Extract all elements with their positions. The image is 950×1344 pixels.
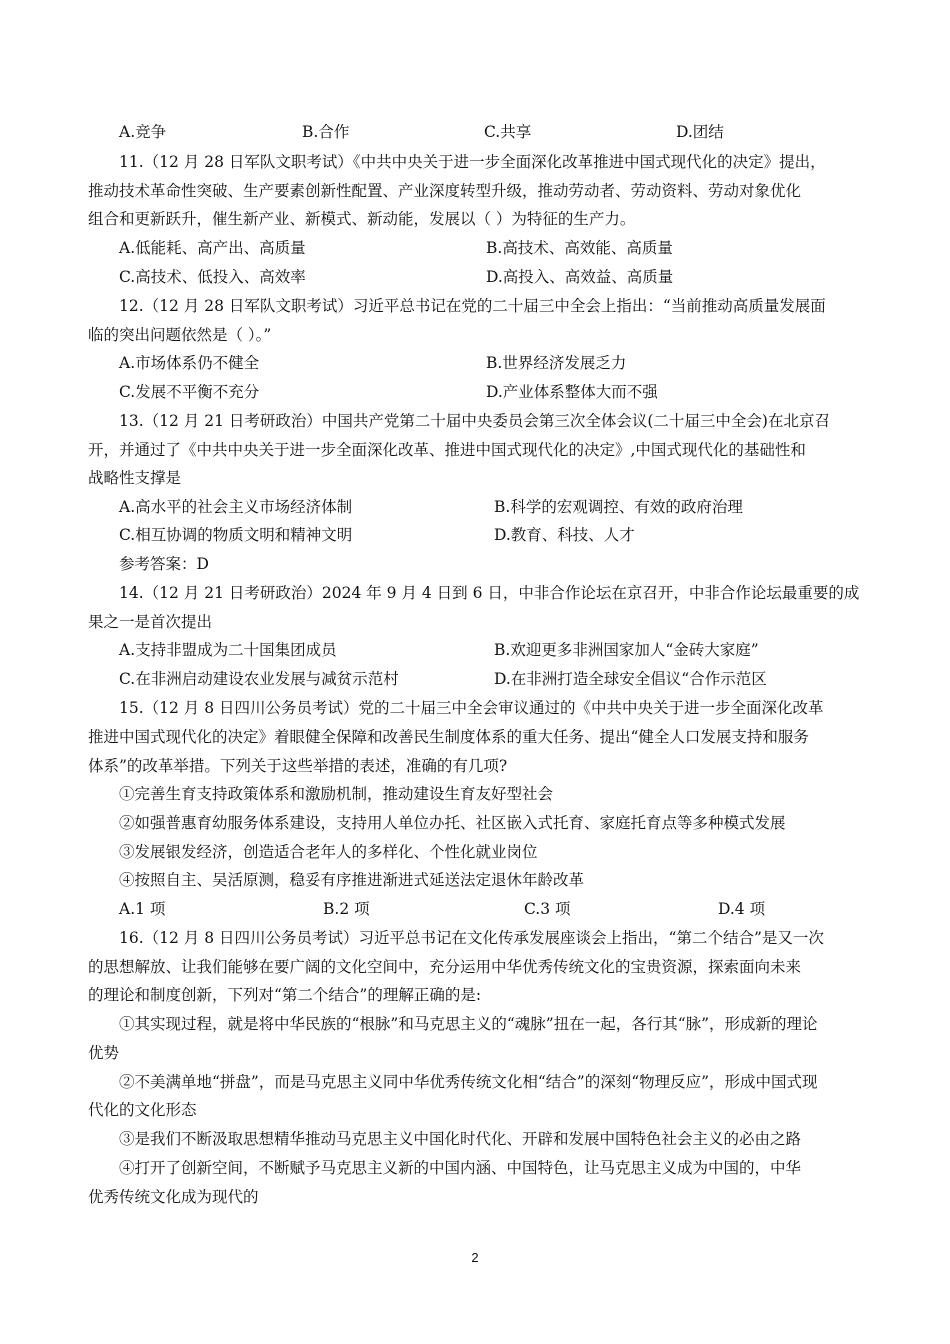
q15-stem-line: 体系”的改革举措。下列关于这些举措的表述，准确的有几项? — [88, 757, 508, 775]
q14-option-b: B.欢迎更多非洲国家加人“金砖大家庭” — [494, 641, 759, 659]
q16-item: ②不美满单地“拼盘”，而是马克思主义同中华优秀传统文化相“结合”的深刻“物理反应”，形成中国式现 — [119, 1073, 818, 1091]
q16-item: ③是我们不断汲取思想精华推动马克思主义中国化时代化、开辟和发展中国特色社会主义的必由之路 — [119, 1130, 802, 1148]
q11-stem-line: 推动技术革命性突破、生产要素创新性配置、产业深度转型升级，推动劳动者、劳动资料、劳动对象优化 — [88, 182, 802, 200]
q15-option-c: C.3 项 — [524, 900, 571, 918]
q16-item-cont: 优势 — [88, 1044, 120, 1062]
q11-stem-line: 组合和更新跃升，催生新产业、新模式、新动能，发展以（ ）为特征的生产力。 — [88, 210, 636, 228]
q15-option-d: D.4 项 — [718, 900, 766, 918]
q12-option-a: A.市场体系仍不健全 — [119, 354, 260, 372]
q10-option-b: B.合作 — [302, 123, 350, 141]
q14-option-a: A.支持非盟成为二十国集团成员 — [119, 641, 337, 659]
q16-stem-line: 的理论和制度创新，下列对“第二个结合”的理解正确的是: — [88, 986, 482, 1004]
q11-option-c: C.高技术、低投入、高效率 — [119, 268, 306, 286]
q10-option-d: D.团结 — [676, 123, 724, 141]
q15-option-b: B.2 项 — [323, 900, 370, 918]
q16-item: ①其实现过程，就是将中华民族的“根脉”和马克思主义的“魂脉”扭在一起，各行其“脉”，形成新的理论 — [119, 1015, 818, 1033]
q13-option-d: D.教育、科技、人才 — [494, 526, 635, 544]
q12-option-b: B.世界经济发展乏力 — [486, 354, 627, 372]
q11-option-a: A.低能耗、高产出、高质量 — [119, 239, 306, 257]
q13-stem-line: 开，并通过了《中共中央关于进一步全面深化改革、推进中国式现代化的决定》,中国式现代化的基础性和 — [88, 441, 806, 459]
q10-option-a: A.竞争 — [119, 123, 167, 141]
q14-option-c: C.在非洲启动建设农业发展与减贫示范村 — [119, 670, 399, 688]
q12-option-c: C.发展不平衡不充分 — [119, 383, 260, 401]
q15-item: ①完善生育支持政策体系和激励机制，推动建设生育友好型社会 — [119, 785, 554, 803]
q10-option-c: C.共享 — [484, 123, 532, 141]
q11-option-d: D.高投入、高效益、高质量 — [486, 268, 674, 286]
q14-stem-line: 果之一是首次提出 — [88, 613, 213, 631]
q15-item: ④按照自主、吴活原测，稳妥有序推进渐进式延送法定退休年龄改革 — [119, 871, 585, 889]
q14-stem-line: 14.（12 月 21 日考研政治）2024 年 9 月 4 日到 6 日，中非合作论坛在京召开，中非合作论坛最重要的成 — [119, 584, 860, 602]
q16-item-cont: 优秀传统文化成为现代的 — [88, 1188, 259, 1206]
q11-option-b: B.高技术、高效能、高质量 — [486, 239, 673, 257]
q13-option-b: B.科学的宏观调控、有效的政府治理 — [494, 498, 743, 516]
q13-stem-line: 13.（12 月 21 日考研政治）中国共产党第二十届中央委员会第三次全体会议(二十届三中全会)在北京召 — [119, 412, 830, 430]
q15-option-a: A.1 项 — [119, 900, 166, 918]
q14-option-d: D.在非洲打造全球安全倡议“合作示范区 — [494, 670, 767, 688]
q15-item: ③发展银发经济，创造适合老年人的多样化、个性化就业岗位 — [119, 843, 538, 861]
q12-stem-line: 临的突出问题依然是（ ）。” — [88, 326, 272, 344]
q12-option-d: D.产业体系整体大而不强 — [486, 383, 658, 401]
q13-option-a: A.高水平的社会主义市场经济体制 — [119, 498, 353, 516]
q12-stem-line: 12.（12 月 28 日军队文职考试）习近平总书记在党的二十届三中全会上指出：“当前推动高质量发展面 — [119, 297, 826, 315]
q16-stem-line: 的思想解放、让我们能够在要广阔的文化空间中，充分运用中华优秀传统文化的宝贵资源，探索面向未来 — [88, 958, 802, 976]
q16-item: ④打开了创新空间，不断赋予马克思主义新的中国内涵、中国特色，让马克思主义成为中国的，中华 — [119, 1159, 802, 1177]
q13-option-c: C.相互协调的物质文明和精神文明 — [119, 526, 353, 544]
q15-stem-line: 推进中国式现代化的决定》着眼健全保障和改善民生制度体系的重大任务、提出“健全人口发展支持和服务 — [88, 728, 809, 746]
q16-stem-line: 16.（12 月 8 日四川公务员考试）习近平总书记在文化传承发展座谈会上指出，“第二个结合”是又一次 — [119, 929, 824, 947]
q13-answer: 参考答案：D — [119, 555, 209, 573]
q15-stem-line: 15.（12 月 8 日四川公务员考试）党的二十届三中全会审议通过的《中共中央关于进一步全面深化改革 — [119, 699, 824, 717]
page-number: 2 — [471, 1250, 479, 1265]
q15-item: ②如强普惠育幼服务体系建设，支持用人单位办托、社区嵌入式托育、家庭托育点等多种模式发展 — [119, 814, 786, 832]
q16-item-cont: 代化的文化形态 — [88, 1101, 197, 1119]
q11-stem-line: 11.（12 月 28 日军队文职考试）《中共中央关于进一步全面深化改革推进中国式现代化的决定》提出， — [119, 153, 826, 171]
q13-stem-line: 战略性支撑是 — [88, 469, 182, 487]
